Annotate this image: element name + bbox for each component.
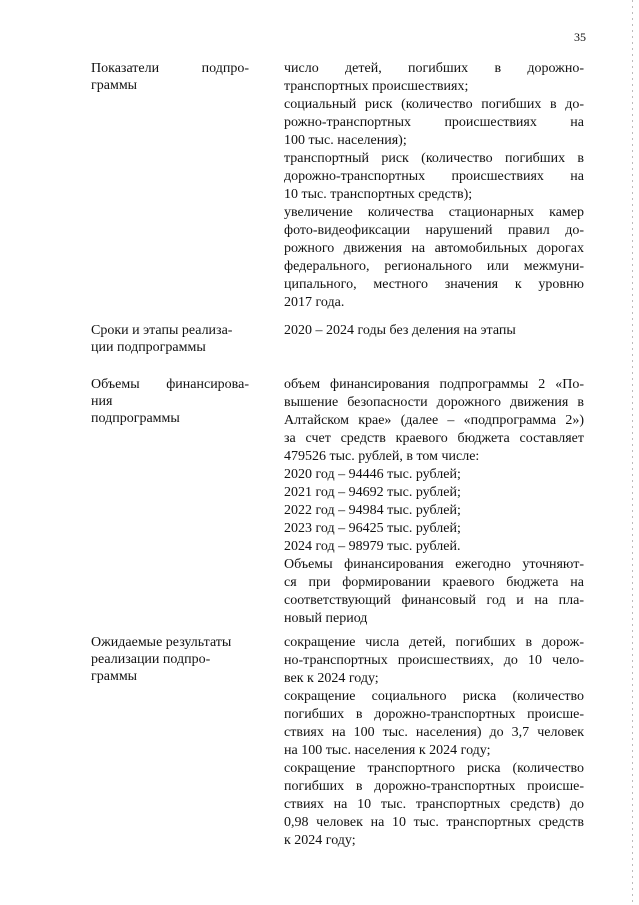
value-line: 2020 год – 94446 тыс. рублей;: [284, 467, 461, 482]
label-line: граммы: [91, 669, 138, 684]
value-line: сокращение транспортного риска (количество: [284, 761, 584, 776]
value-line: сокращение социального риска (количество: [284, 689, 584, 704]
value-line: федерального, регионального или межмуни-: [284, 259, 584, 274]
value-line: ствиях на 100 тыс. населения) до 3,7 человек: [284, 725, 584, 740]
value-line: социальный риск (количество погибших в до-: [284, 97, 584, 112]
value-line: 100 тыс. населения);: [284, 133, 407, 148]
value-line: век к 2024 году;: [284, 671, 379, 686]
value-line: рожного движения на автомобильных дорогах: [284, 241, 584, 256]
label-line: подпрограммы: [91, 411, 180, 426]
label-word: финансирова-: [166, 377, 249, 392]
value-line: Алтайском крае» (далее – «подпрограмма 2»): [284, 413, 584, 428]
value-indicators: [284, 60, 584, 312]
value-line: 2023 год – 96425 тыс. рублей;: [284, 521, 461, 536]
value-line: дорожно-транспортных происшествиях на: [284, 169, 584, 184]
value-line: ся при формировании краевого бюджета на: [284, 575, 584, 590]
label-word: подпро-: [201, 61, 249, 76]
value-line: 0,98 человек на 10 тыс. транспортных средств: [284, 815, 584, 830]
value-line: сокращение числа детей, погибших в дорож-: [284, 635, 584, 650]
value-line: 2024 год – 98979 тыс. рублей.: [284, 539, 461, 554]
value-line: но-транспортных происшествиях, до 10 чело-: [284, 653, 584, 668]
label-line: ния: [91, 394, 113, 409]
value-line: за счет средств краевого бюджета составляет: [284, 431, 584, 446]
value-results: [284, 634, 584, 850]
value-line: транспортный риск (количество погибших в: [284, 151, 584, 166]
value-funding: [284, 376, 584, 628]
value-line: объем финансирования подпрограммы 2 «По-: [284, 377, 584, 392]
label-line: ции подпрограммы: [91, 340, 206, 355]
value-line: число детей, погибших в дорожно-: [284, 61, 584, 76]
label-line: Сроки и этапы реализа-: [91, 323, 233, 338]
label-line: Ожидаемые результаты: [91, 635, 232, 650]
label-line: граммы: [91, 78, 138, 93]
label-line: [91, 376, 249, 393]
label-line: [91, 60, 249, 77]
value-line: новый период: [284, 611, 368, 626]
label-results: [91, 634, 249, 685]
value-line: 2017 года.: [284, 295, 345, 310]
value-line: увеличение количества стационарных камер: [284, 205, 584, 220]
label-terms: [91, 322, 249, 356]
value-line: погибших в дорожно-транспортных происше-: [284, 707, 584, 722]
value-line: 2021 год – 94692 тыс. рублей;: [284, 485, 461, 500]
value-line: 479526 тыс. рублей, в том числе:: [284, 449, 480, 464]
page-number: 35: [574, 30, 586, 44]
value-line: ствиях на 10 тыс. транспортных средств) до: [284, 797, 584, 812]
value-line: Объемы финансирования ежегодно уточняют-: [284, 557, 584, 572]
value-line: соответствующий финансовый год и на пла-: [284, 593, 584, 608]
label-funding: [91, 376, 249, 427]
value-line: вышение безопасности дорожного движения в: [284, 395, 584, 410]
value-line: на 100 тыс. населения к 2024 году;: [284, 743, 491, 758]
value-terms: [284, 322, 584, 340]
value-line: фото-видеофиксации нарушений правил до-: [284, 223, 584, 238]
scan-edge-mark: [632, 0, 633, 905]
label-word: Объемы: [91, 377, 140, 392]
value-line: транспортных происшествиях;: [284, 79, 469, 94]
value-line: рожно-транспортных происшествиях на: [284, 115, 584, 130]
label-line: реализации подпро-: [91, 652, 211, 667]
label-word: Показатели: [91, 61, 160, 76]
value-line: погибших в дорожно-транспортных происше-: [284, 779, 584, 794]
value-line: 2022 год – 94984 тыс. рублей;: [284, 503, 461, 518]
value-line: 2020 – 2024 годы без деления на этапы: [284, 323, 516, 338]
value-line: ципального, местного значения к уровню: [284, 277, 584, 292]
value-line: 10 тыс. транспортных средств);: [284, 187, 473, 202]
value-line: к 2024 году;: [284, 833, 356, 848]
label-indicators: [91, 60, 249, 94]
